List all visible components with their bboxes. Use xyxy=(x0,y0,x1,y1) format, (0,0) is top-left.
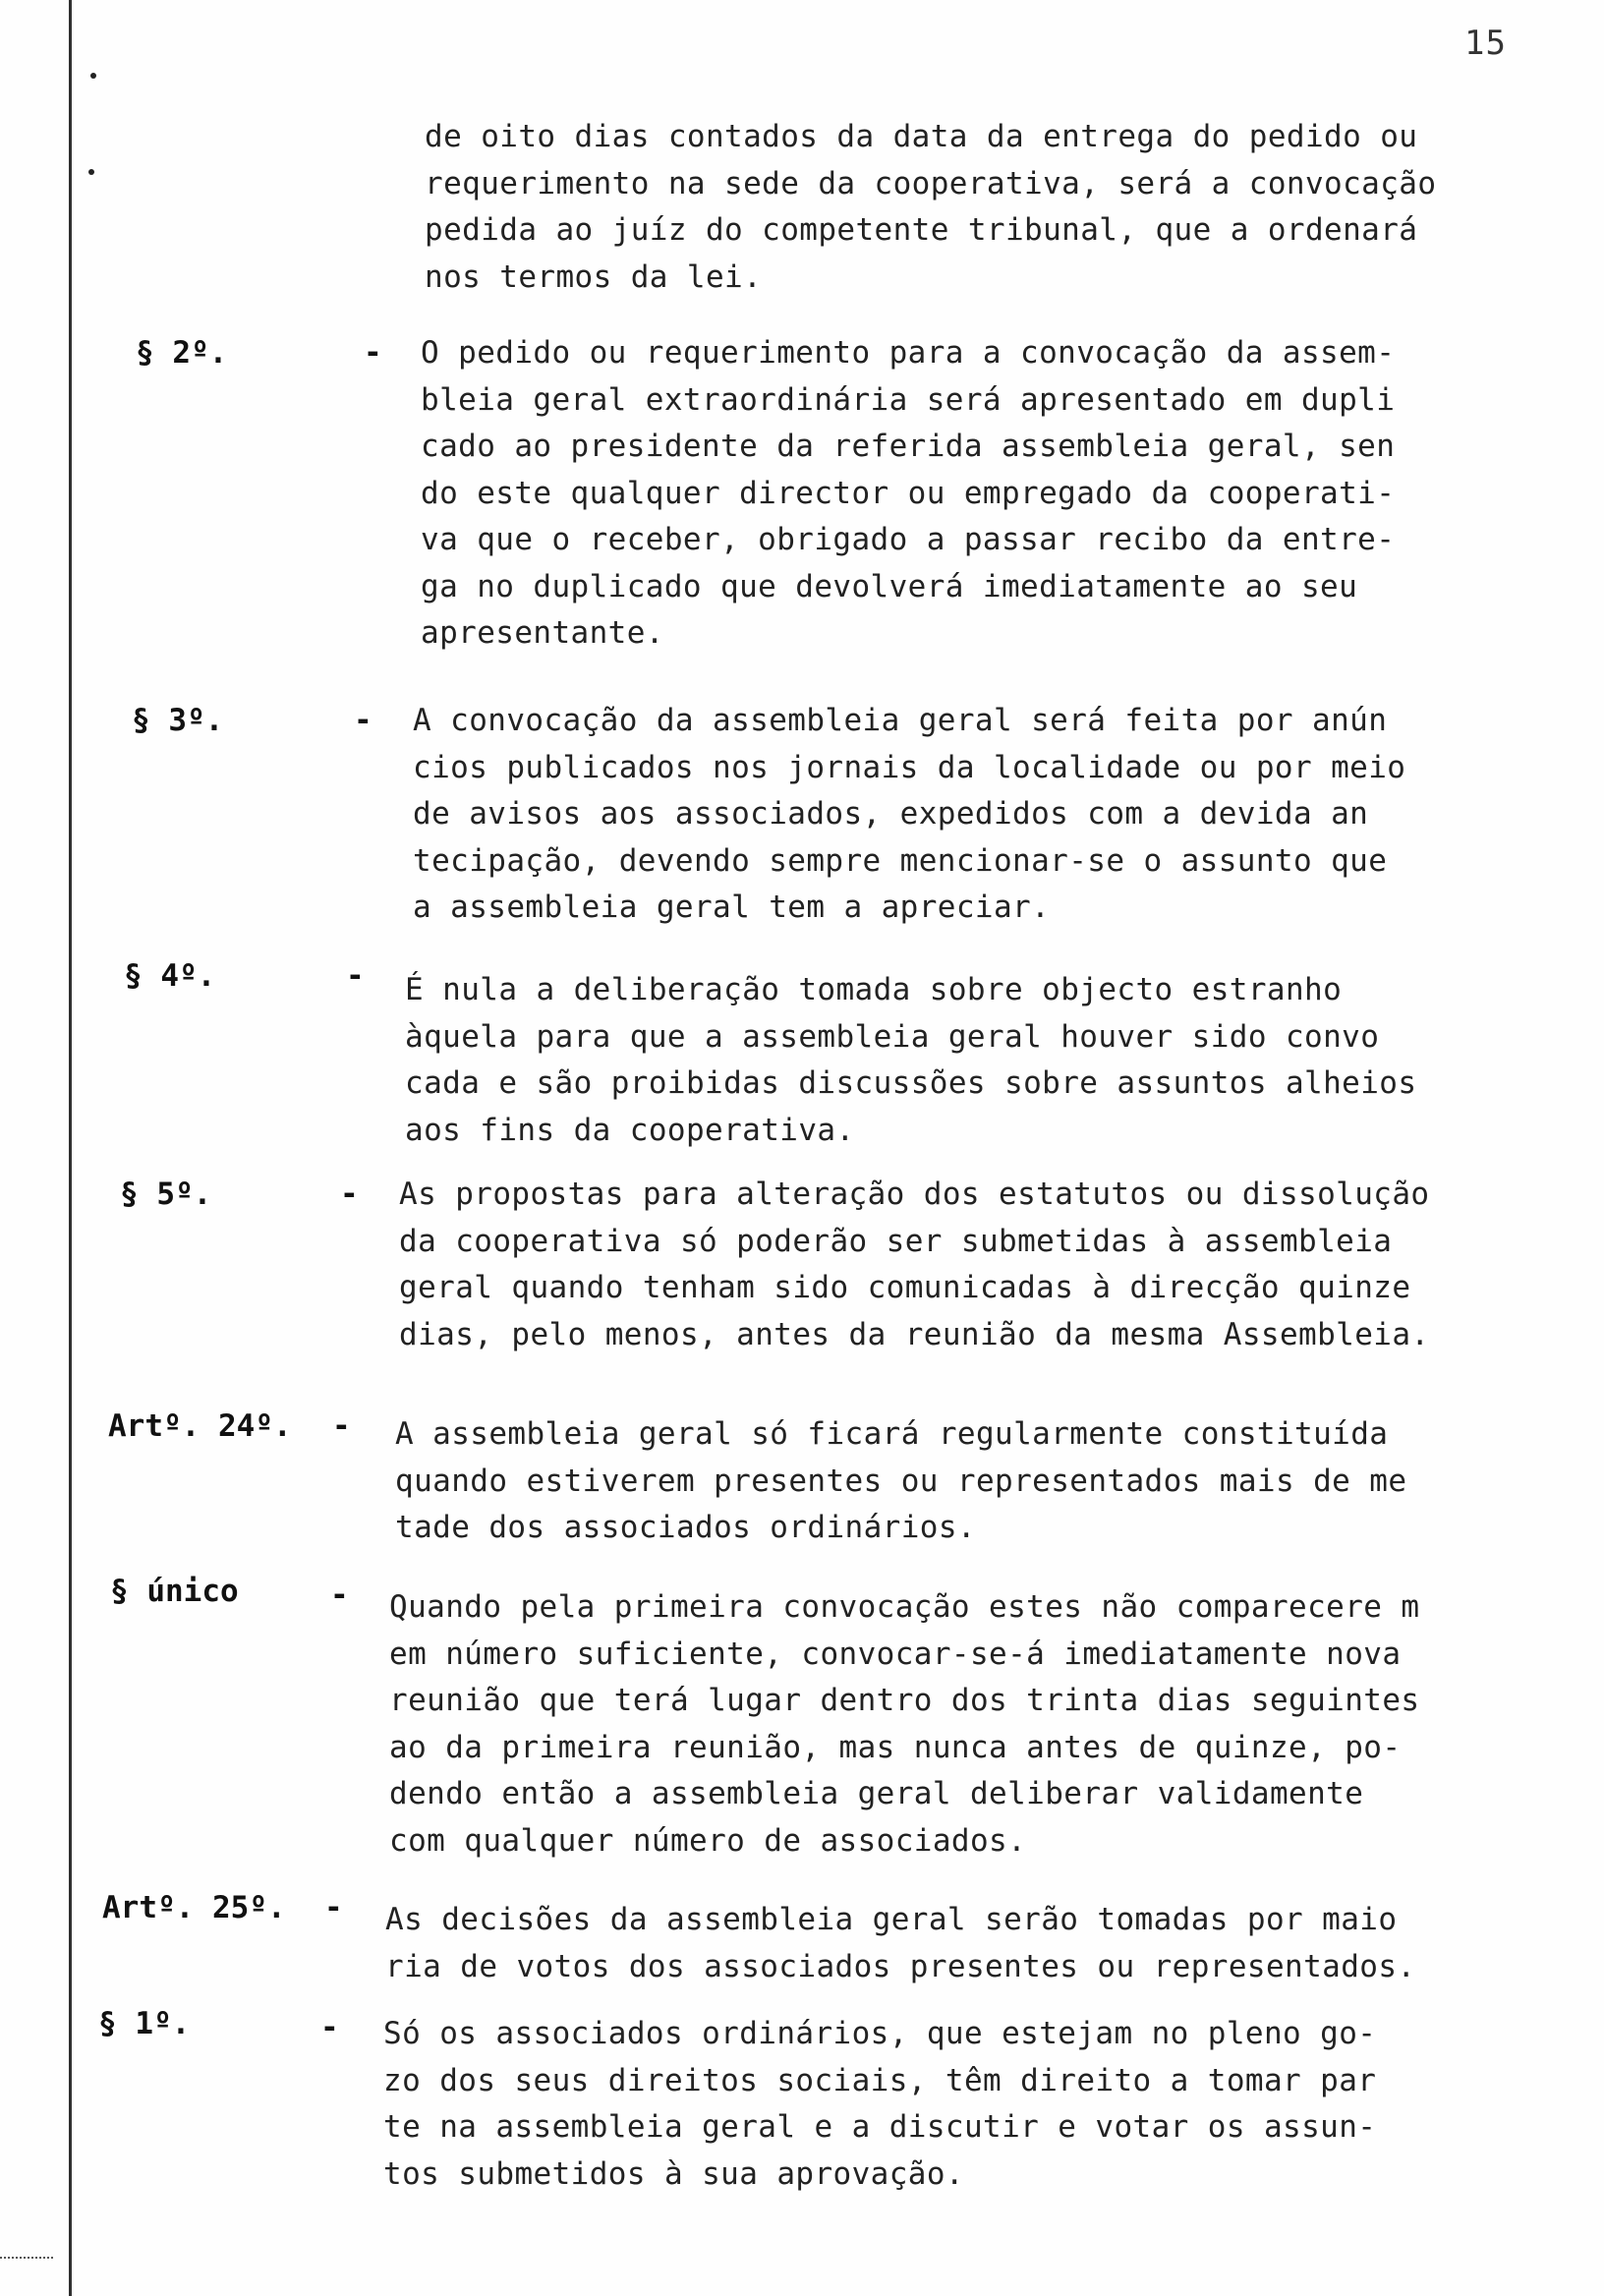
text-line: cada e são proibidas discussões sobre assuntos alheios xyxy=(405,1065,1417,1101)
text-line: de oito dias contados da data da entrega do pedido ou xyxy=(425,119,1418,154)
text-line: O pedido ou requerimento para a convocação da assem- xyxy=(421,335,1396,371)
text-line: pedida ao juíz do competente tribunal, que a ordenará xyxy=(425,212,1418,248)
text-line: do este qualquer director ou empregado da cooperati- xyxy=(421,475,1396,511)
text-line: cios publicados nos jornais da localidade ou por meio xyxy=(413,749,1406,785)
text-line: As decisões da assembleia geral serão tomadas por maio xyxy=(385,1902,1398,1937)
section-dash: - xyxy=(340,1177,359,1212)
text-line: reunião que terá lugar dentro dos trinta dias seguintes xyxy=(389,1683,1420,1718)
section-label: § único xyxy=(110,1574,239,1609)
text-line: dendo então a assembleia geral deliberar validamente xyxy=(389,1776,1364,1811)
section-text xyxy=(389,1584,1549,1865)
section-text xyxy=(421,330,1541,658)
section-text xyxy=(405,967,1535,1154)
text-line: nos termos da lei. xyxy=(425,258,763,295)
section-label: § 1º. xyxy=(98,2006,191,2041)
section-text xyxy=(383,2011,1553,2198)
punch-mark xyxy=(90,73,96,79)
text-line: da cooperativa só poderão ser submetidas à assembleia xyxy=(399,1223,1393,1259)
text-line: te na assembleia geral e a discutir e votar os assun- xyxy=(383,2109,1377,2145)
text-line: As propostas para alteração dos estatutos ou dissolução xyxy=(399,1177,1430,1212)
text-line: É nula a deliberação tomada sobre objecto estranho xyxy=(405,972,1343,1007)
paragraph-continuation xyxy=(425,114,1535,301)
text-line: tos submetidos à sua aprovação. xyxy=(383,2155,964,2192)
text-line: quando estiverem presentes ou representados mais de me xyxy=(395,1463,1407,1499)
section-label: § 2º. xyxy=(136,335,228,371)
section-label: § 4º. xyxy=(124,958,216,994)
section-label: § 3º. xyxy=(132,703,224,738)
text-line: de avisos aos associados, expedidos com a devida an xyxy=(413,796,1369,832)
text-line: A assembleia geral só ficará regularmente constituída xyxy=(395,1416,1389,1452)
section-text xyxy=(385,1897,1555,1990)
section-dash: - xyxy=(324,1890,343,1925)
section-dash: - xyxy=(332,1408,351,1444)
text-line: àquela para que a assembleia geral houver sido convo xyxy=(405,1018,1380,1055)
left-margin-rule xyxy=(69,0,72,2296)
text-line: dias, pelo menos, antes da reunião da mesma Assembleia. xyxy=(399,1316,1430,1352)
text-line: Só os associados ordinários, que estejam no pleno go- xyxy=(383,2016,1377,2051)
text-line: tecipação, devendo sempre mencionar-se o assunto que xyxy=(413,842,1388,879)
section-dash: - xyxy=(354,703,372,738)
text-line: geral quando tenham sido comunicadas à direcção quinze xyxy=(399,1270,1411,1305)
text-line: ao da primeira reunião, mas nunca antes de quinze, po- xyxy=(389,1729,1402,1765)
section-text xyxy=(395,1411,1545,1552)
page-number: 15 xyxy=(1464,24,1507,63)
section-text xyxy=(413,698,1533,932)
text-line: a assembleia geral tem a apreciar. xyxy=(413,890,1051,925)
text-line: requerimento na sede da cooperativa, será a convocação xyxy=(425,165,1437,201)
text-line: com qualquer número de associados. xyxy=(389,1822,1027,1859)
article-label: Artº. 24º. xyxy=(108,1408,292,1444)
edge-mark xyxy=(0,2257,53,2261)
text-line: cado ao presidente da referida assembleia geral, sen xyxy=(421,429,1396,464)
text-line: apresentante. xyxy=(421,615,664,651)
text-line: va que o receber, obrigado a passar recibo da entre- xyxy=(421,522,1396,557)
section-dash: - xyxy=(346,958,365,994)
text-line: ga no duplicado que devolverá imediatamente ao seu xyxy=(421,568,1358,604)
text-line: tade dos associados ordinários. xyxy=(395,1510,976,1545)
text-line: Quando pela primeira convocação estes não comparecere m xyxy=(389,1589,1420,1625)
text-line: aos fins da cooperativa. xyxy=(405,1112,855,1148)
text-line: em número suficiente, convocar-se-á imediatamente nova xyxy=(389,1636,1402,1672)
section-text xyxy=(399,1172,1549,1358)
section-dash: - xyxy=(330,1578,349,1613)
text-line: bleia geral extraordinária será apresentado em dupli xyxy=(421,381,1396,418)
text-line: ria de votos dos associados presentes ou representados. xyxy=(385,1948,1416,1984)
article-label: Artº. 25º. xyxy=(102,1890,286,1925)
punch-mark xyxy=(88,169,94,175)
text-line: zo dos seus direitos sociais, têm direito a tomar par xyxy=(383,2062,1377,2098)
section-label: § 5º. xyxy=(120,1177,212,1212)
section-dash: - xyxy=(320,2010,339,2045)
text-line: A convocação da assembleia geral será feita por anún xyxy=(413,703,1388,738)
section-dash: - xyxy=(364,335,382,371)
